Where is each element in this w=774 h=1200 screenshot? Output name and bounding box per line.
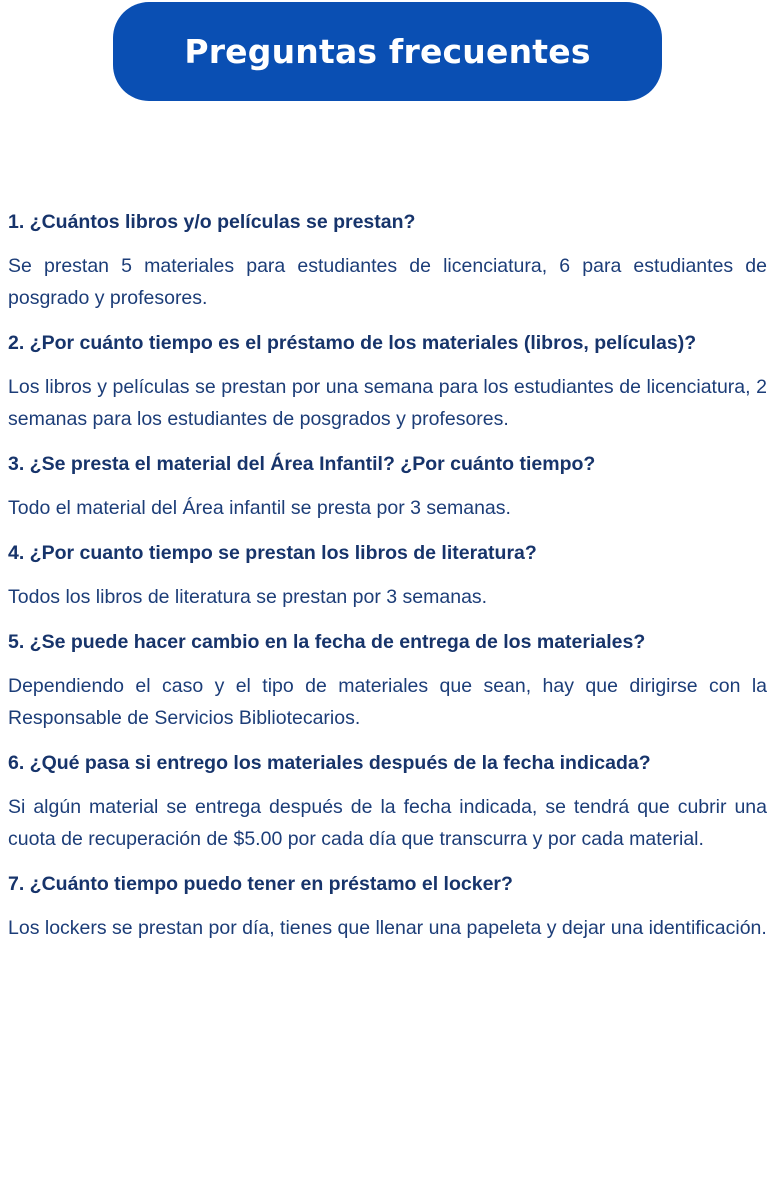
faq-item-1 xyxy=(8,206,767,314)
faq-question: 4. ¿Por cuanto tiempo se prestan los libros de literatura? xyxy=(8,542,537,564)
faq-question: 1. ¿Cuántos libros y/o películas se prestan? xyxy=(8,211,416,233)
faq-list xyxy=(8,206,767,957)
faq-answer: Todos los libros de literatura se prestan por 3 semanas. xyxy=(8,586,488,608)
faq-question: 5. ¿Se puede hacer cambio en la fecha de entrega de los materiales? xyxy=(8,631,646,653)
faq-header-banner xyxy=(113,2,662,101)
faq-item-6 xyxy=(8,747,767,855)
page-title: Preguntas frecuentes xyxy=(184,32,591,71)
faq-answer: Todo el material del Área infantil se presta por 3 semanas. xyxy=(8,497,511,519)
faq-question: 2. ¿Por cuánto tiempo es el préstamo de los materiales (libros, películas)? xyxy=(8,332,697,354)
faq-item-3 xyxy=(8,448,767,524)
faq-item-4 xyxy=(8,537,767,613)
faq-answer: Los lockers se prestan por día, tienes que llenar una papeleta y dejar una identificación. xyxy=(8,917,767,939)
faq-answer: Los libros y películas se prestan por una semana para los estudiantes de licenciatura, 2 semanas para los estudiantes de posgrados y profesores. xyxy=(8,376,767,430)
faq-item-2 xyxy=(8,327,767,435)
faq-question: 3. ¿Se presta el material del Área Infantil? ¿Por cuánto tiempo? xyxy=(8,453,596,475)
faq-item-5 xyxy=(8,626,767,734)
faq-question: 7. ¿Cuánto tiempo puedo tener en préstamo el locker? xyxy=(8,873,513,895)
faq-answer: Dependiendo el caso y el tipo de materiales que sean, hay que dirigirse con la Responsable de Servicios Bibliotecarios. xyxy=(8,675,767,729)
faq-item-7 xyxy=(8,868,767,944)
faq-answer: Si algún material se entrega después de la fecha indicada, se tendrá que cubrir una cuota de recuperación de $5.00 por cada día que transcurra y por cada material. xyxy=(8,796,767,850)
faq-question: 6. ¿Qué pasa si entrego los materiales después de la fecha indicada? xyxy=(8,752,651,774)
faq-answer: Se prestan 5 materiales para estudiantes de licenciatura, 6 para estudiantes de posgrado y profesores. xyxy=(8,255,767,309)
